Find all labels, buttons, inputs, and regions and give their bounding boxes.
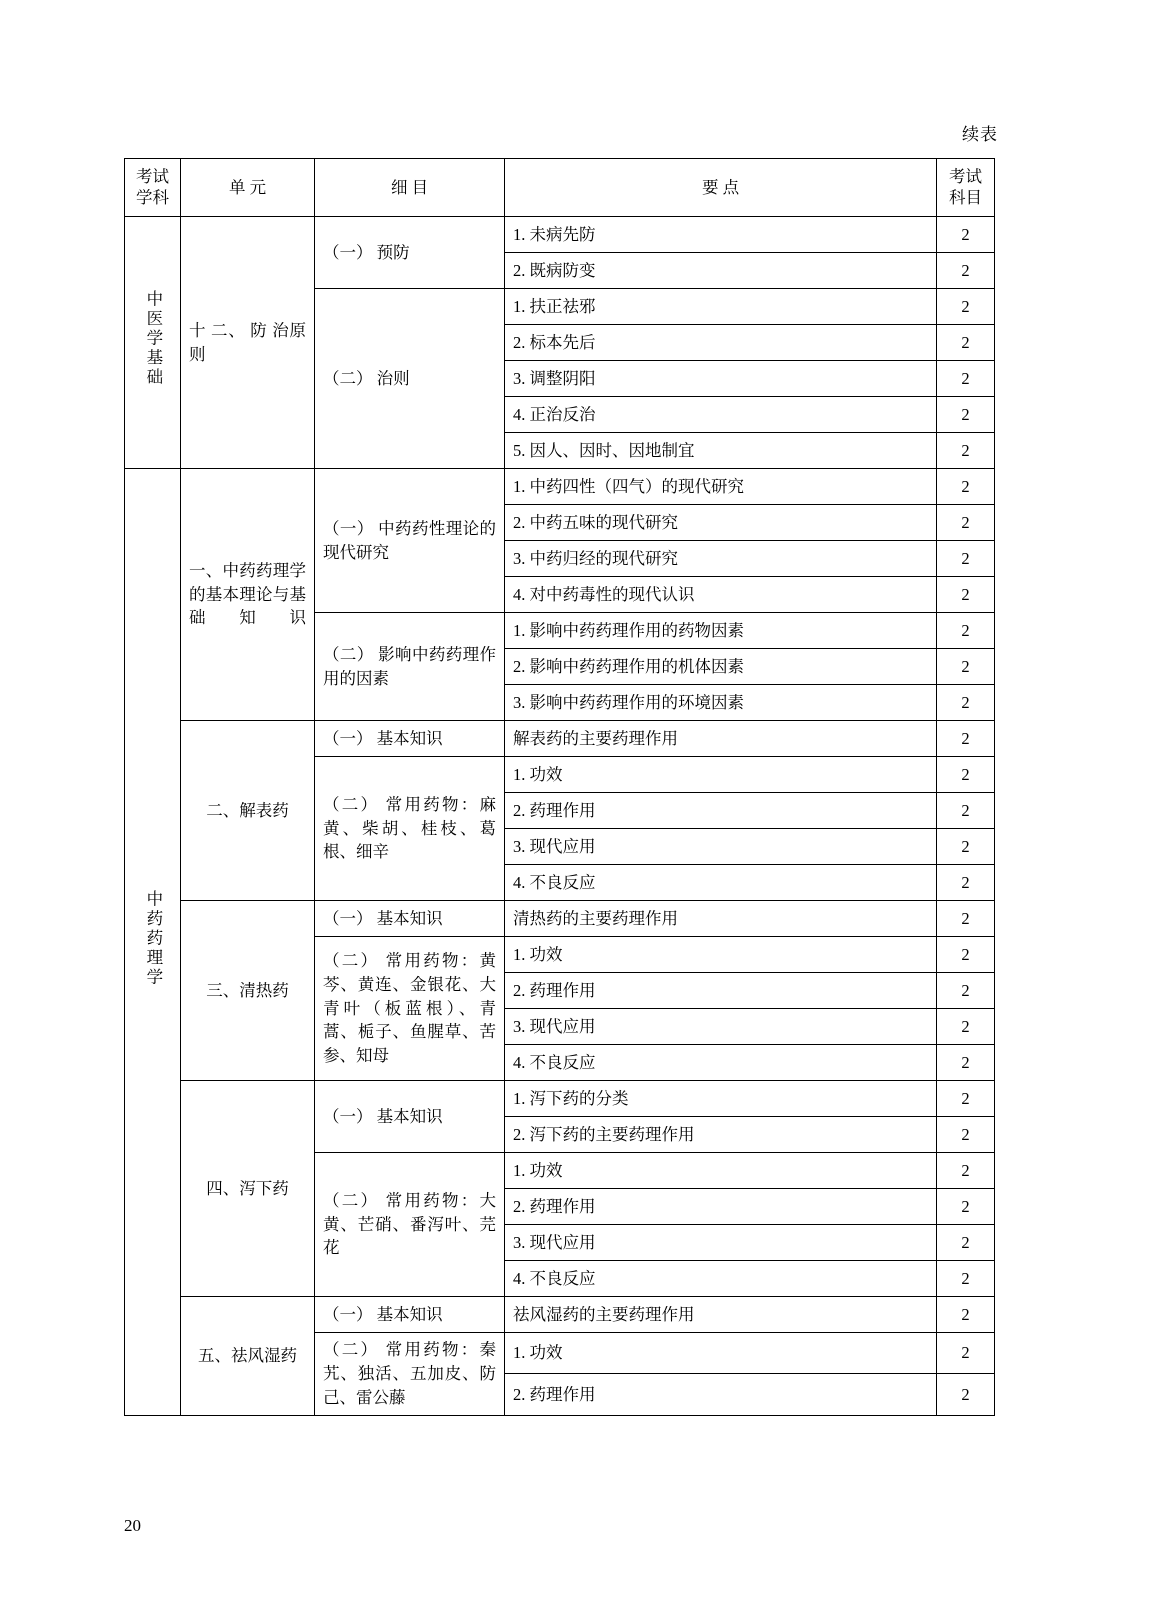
point-cell: 解表药的主要药理作用 (505, 721, 937, 757)
unit-cell: 一、中药药理学的基本理论与基础知识 (181, 469, 315, 721)
syllabus-table (124, 158, 995, 1416)
syllabus-table-wrapper (124, 158, 994, 1416)
point-cell: 3. 影响中药药理作用的环境因素 (505, 685, 937, 721)
point-cell: 2. 影响中药药理作用的机体因素 (505, 649, 937, 685)
exam-cell: 2 (937, 361, 995, 397)
exam-cell: 2 (937, 289, 995, 325)
detail-cell: （一） 中药药性理论的现代研究 (315, 469, 505, 613)
point-cell: 2. 标本先后 (505, 325, 937, 361)
detail-cell: （二） 常用药物：大黄、芒硝、番泻叶、芫花 (315, 1153, 505, 1297)
exam-cell: 2 (937, 253, 995, 289)
table-row (125, 901, 995, 937)
point-cell: 4. 不良反应 (505, 1261, 937, 1297)
point-cell: 3. 现代应用 (505, 1225, 937, 1261)
point-cell: 5. 因人、因时、因地制宜 (505, 433, 937, 469)
detail-cell: （一） 基本知识 (315, 721, 505, 757)
header-detail: 细 目 (315, 159, 505, 217)
point-cell: 4. 正治反治 (505, 397, 937, 433)
point-cell: 1. 泻下药的分类 (505, 1081, 937, 1117)
point-cell: 2. 既病防变 (505, 253, 937, 289)
unit-cell: 三、清热药 (181, 901, 315, 1081)
point-cell: 3. 现代应用 (505, 1009, 937, 1045)
exam-cell: 2 (937, 1189, 995, 1225)
point-cell: 3. 现代应用 (505, 829, 937, 865)
point-cell: 2. 药理作用 (505, 793, 937, 829)
exam-cell: 2 (937, 469, 995, 505)
exam-cell: 2 (937, 1153, 995, 1189)
detail-cell: （二） 治则 (315, 289, 505, 469)
header-subject-line2: 学科 (136, 187, 169, 207)
unit-cell: 五、祛风湿药 (181, 1297, 315, 1416)
point-cell: 4. 不良反应 (505, 1045, 937, 1081)
exam-cell: 2 (937, 973, 995, 1009)
detail-cell: （一） 基本知识 (315, 1081, 505, 1153)
exam-cell: 2 (937, 865, 995, 901)
exam-cell: 2 (937, 649, 995, 685)
table-body (125, 217, 995, 1416)
exam-cell: 2 (937, 397, 995, 433)
point-cell: 2. 药理作用 (505, 1374, 937, 1415)
detail-cell: （二） 影响中药药理作用的因素 (315, 613, 505, 721)
unit-cell: 二、解表药 (181, 721, 315, 901)
header-exam-line2: 科目 (949, 187, 982, 207)
table-row (125, 217, 995, 253)
table-row (125, 1081, 995, 1117)
subject-label: 中医学基础 (143, 290, 163, 388)
unit-cell: 十 二、 防 治原则 (181, 217, 315, 469)
exam-cell: 2 (937, 505, 995, 541)
point-cell: 2. 药理作用 (505, 973, 937, 1009)
header-row (125, 159, 995, 217)
exam-cell: 2 (937, 721, 995, 757)
exam-cell: 2 (937, 1333, 995, 1374)
exam-cell: 2 (937, 793, 995, 829)
exam-cell: 2 (937, 1374, 995, 1415)
exam-cell: 2 (937, 325, 995, 361)
point-cell: 1. 影响中药药理作用的药物因素 (505, 613, 937, 649)
exam-cell: 2 (937, 577, 995, 613)
point-cell: 2. 药理作用 (505, 1189, 937, 1225)
point-cell: 1. 功效 (505, 1333, 937, 1374)
subject-cell (125, 469, 181, 1416)
exam-cell: 2 (937, 613, 995, 649)
detail-cell: （一） 预防 (315, 217, 505, 289)
point-cell: 1. 中药四性（四气）的现代研究 (505, 469, 937, 505)
exam-cell: 2 (937, 685, 995, 721)
header-exam (937, 159, 995, 217)
header-subject (125, 159, 181, 217)
table-row (125, 1297, 995, 1333)
detail-cell: （二） 常用药物：黄芩、黄连、金银花、大青叶（板蓝根）、青蒿、栀子、鱼腥草、苦参、知母 (315, 937, 505, 1081)
detail-cell: （一） 基本知识 (315, 901, 505, 937)
header-subject-line1: 考试 (136, 166, 169, 186)
exam-cell: 2 (937, 541, 995, 577)
point-cell: 4. 不良反应 (505, 865, 937, 901)
exam-cell: 2 (937, 937, 995, 973)
point-cell: 1. 未病先防 (505, 217, 937, 253)
detail-cell: （二） 常用药物：秦艽、独活、五加皮、防己、雷公藤 (315, 1333, 505, 1416)
point-cell: 1. 功效 (505, 1153, 937, 1189)
table-header (125, 159, 995, 217)
header-point: 要 点 (505, 159, 937, 217)
exam-cell: 2 (937, 1261, 995, 1297)
exam-cell: 2 (937, 1117, 995, 1153)
point-cell: 3. 中药归经的现代研究 (505, 541, 937, 577)
point-cell: 2. 泻下药的主要药理作用 (505, 1117, 937, 1153)
exam-cell: 2 (937, 829, 995, 865)
continuation-label: 续表 (962, 125, 998, 144)
point-cell: 祛风湿药的主要药理作用 (505, 1297, 937, 1333)
detail-cell: （一） 基本知识 (315, 1297, 505, 1333)
exam-cell: 2 (937, 757, 995, 793)
point-cell: 3. 调整阴阳 (505, 361, 937, 397)
exam-cell: 2 (937, 1225, 995, 1261)
exam-cell: 2 (937, 1081, 995, 1117)
exam-cell: 2 (937, 433, 995, 469)
exam-cell: 2 (937, 901, 995, 937)
page-number: 20 (124, 1516, 141, 1535)
exam-cell: 2 (937, 217, 995, 253)
point-cell: 1. 功效 (505, 937, 937, 973)
subject-cell (125, 217, 181, 469)
point-cell: 4. 对中药毒性的现代认识 (505, 577, 937, 613)
detail-cell: （二） 常用药物：麻黄、柴胡、桂枝、葛根、细辛 (315, 757, 505, 901)
table-row (125, 469, 995, 505)
header-exam-line1: 考试 (949, 166, 982, 186)
point-cell: 清热药的主要药理作用 (505, 901, 937, 937)
point-cell: 2. 中药五味的现代研究 (505, 505, 937, 541)
unit-cell: 四、泻下药 (181, 1081, 315, 1297)
exam-cell: 2 (937, 1045, 995, 1081)
point-cell: 1. 扶正祛邪 (505, 289, 937, 325)
header-unit: 单 元 (181, 159, 315, 217)
exam-cell: 2 (937, 1009, 995, 1045)
subject-label: 中药药理学 (143, 889, 163, 988)
exam-cell: 2 (937, 1297, 995, 1333)
table-row (125, 721, 995, 757)
point-cell: 1. 功效 (505, 757, 937, 793)
